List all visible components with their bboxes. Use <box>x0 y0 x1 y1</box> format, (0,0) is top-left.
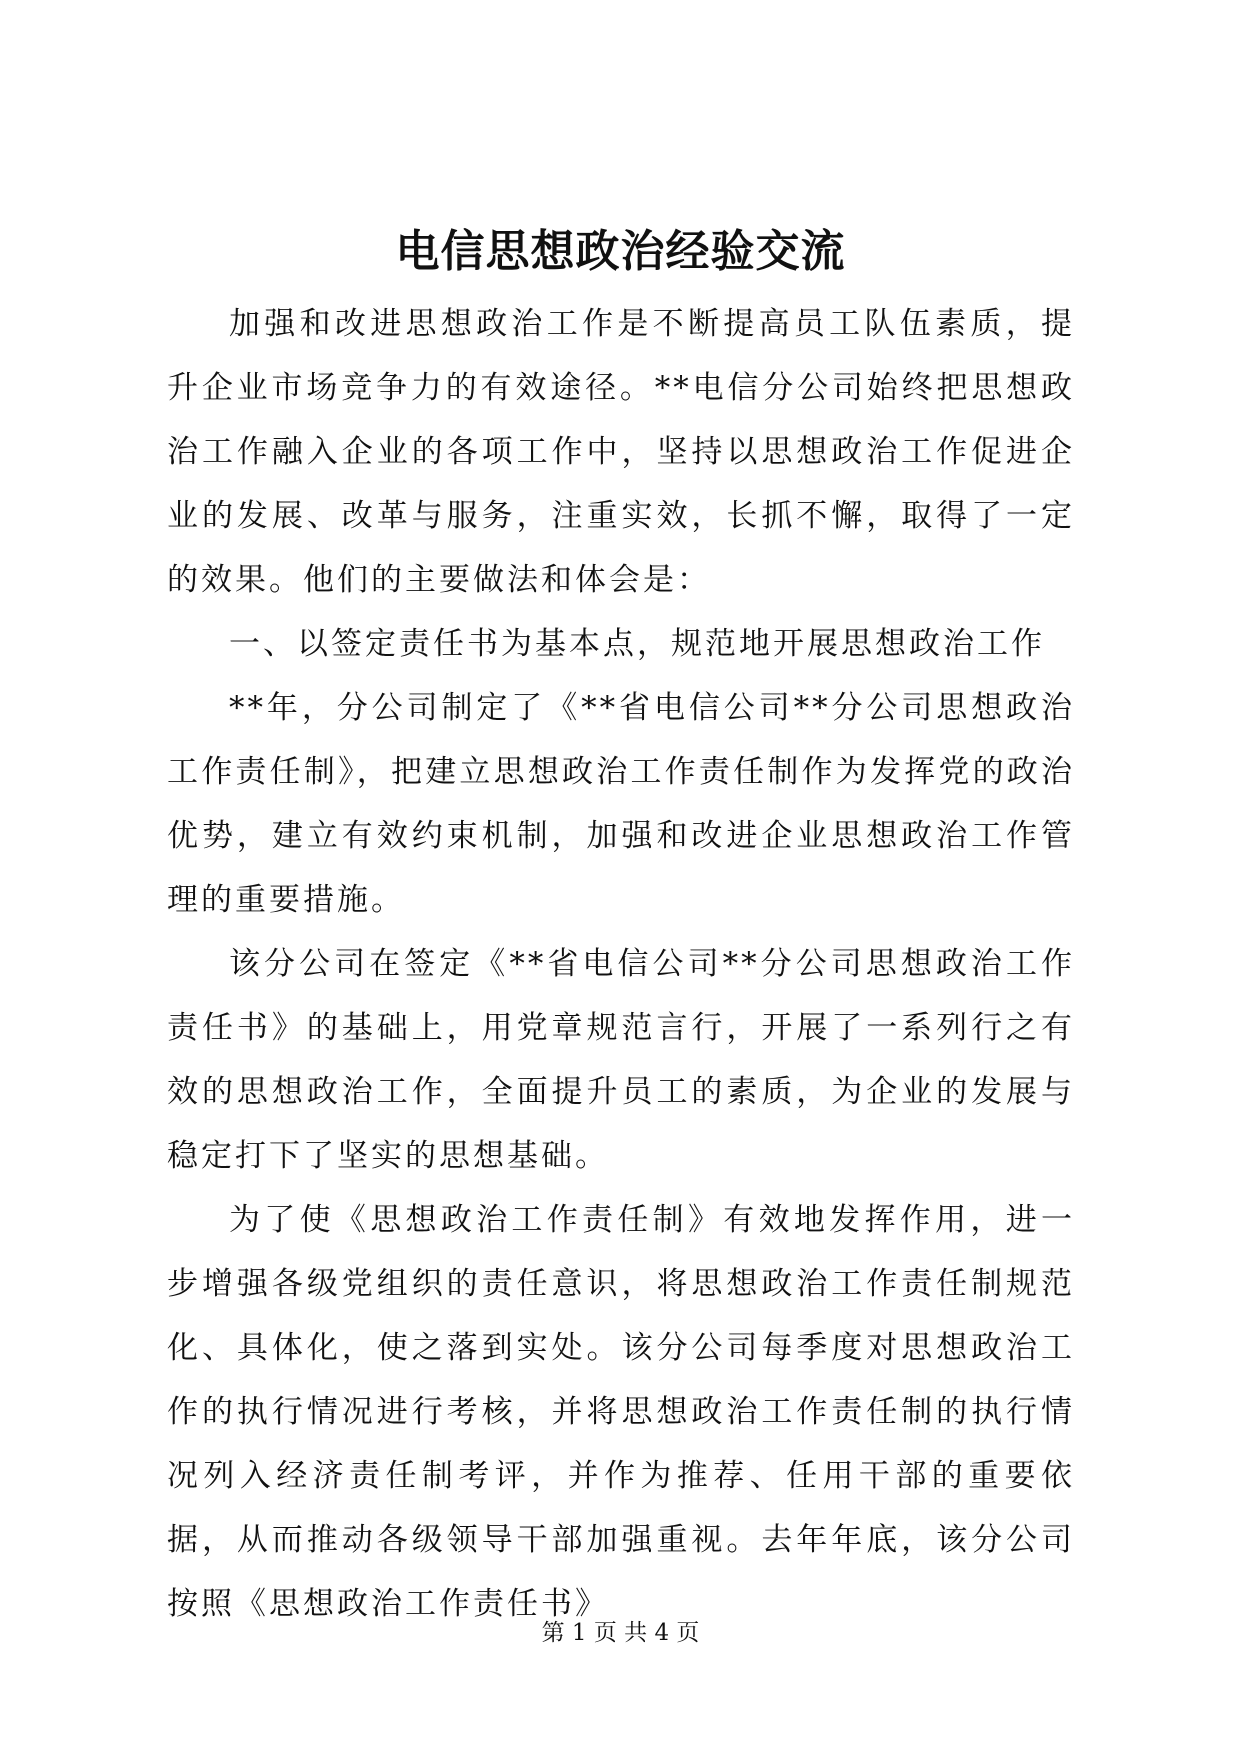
document-body <box>167 292 1075 1636</box>
document-title: 电信思想政治经验交流 <box>395 226 846 277</box>
paragraph-responsibility-letter: 该分公司在签定《**省电信公司**分公司思想政治工作责任书》的基础上，用党章规范言行，开展了一系列行之有效的思想政治工作，全面提升员工的素质，为企业的发展与稳定打下了坚实的思想基础。 <box>167 946 1075 1174</box>
section-heading-1: 一、以签定责任书为基本点，规范地开展思想政治工作 <box>229 626 1045 662</box>
paragraph-responsibility-system: **年，分公司制定了《**省电信公司**分公司思想政治工作责任制》，把建立思想政治工作责任制作为发挥党的政治优势，建立有效约束机制，加强和改进企业思想政治工作管理的重要措施。 <box>167 690 1075 918</box>
paragraph-intro: 加强和改进思想政治工作是不断提高员工队伍素质，提升企业市场竞争力的有效途径。**电信分公司始终把思想政治工作融入企业的各项工作中，坚持以思想政治工作促进企业的发展、改革与服务，注重实效，长抓不懈，取得了一定的效果。他们的主要做法和体会是： <box>167 306 1075 598</box>
paragraph-implementation: 为了使《思想政治工作责任制》有效地发挥作用，进一步增强各级党组织的责任意识，将思想政治工作责任制规范化、具体化，使之落到实处。该分公司每季度对思想政治工作的执行情况进行考核，并将思想政治工作责任制的执行情况列入经济责任制考评，并作为推荐、任用干部的重要依据，从而推动各级领导干部加强重视。去年年底，该分公司按照《思想政治工作责任书》 <box>167 1202 1075 1622</box>
page-number-footer: 第 1 页 共 4 页 <box>541 1620 700 1646</box>
